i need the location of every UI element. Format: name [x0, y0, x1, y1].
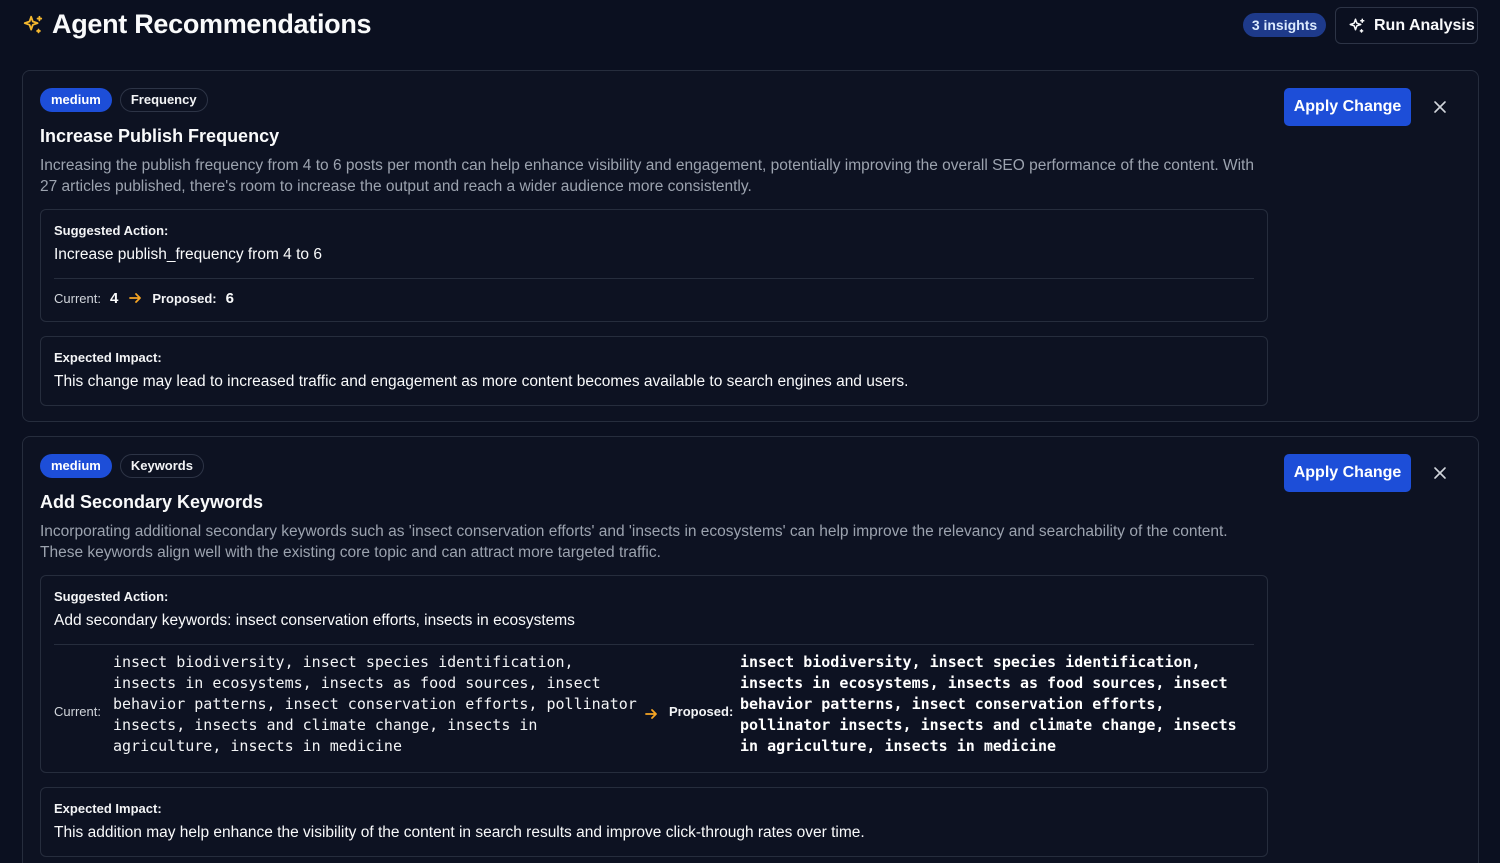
current-label: Current:: [54, 704, 101, 719]
expected-impact-label: Expected Impact:: [54, 801, 162, 816]
close-icon[interactable]: [1430, 463, 1450, 483]
category-badge: Keywords: [120, 454, 204, 478]
proposed-value: insect biodiversity, insect species identification, insects in ecosystems, insects as food sources, insect behavior patterns, insect conservation efforts, pollinator insects, insects and climate change, insects in agriculture, insects in medicine: [740, 653, 1237, 755]
proposed-label: Proposed:: [152, 290, 217, 306]
recommendation-card: [22, 70, 1479, 422]
recommendation-card: [22, 436, 1479, 863]
current-value: 4: [109, 289, 119, 307]
suggested-action-label: Suggested Action:: [54, 223, 169, 238]
arrow-right-icon: [128, 291, 142, 305]
card-badges: [40, 88, 208, 112]
apply-change-button[interactable]: Apply Change: [1284, 88, 1411, 126]
sparkles-icon: [1348, 17, 1366, 35]
suggested-action-box: [40, 209, 1268, 322]
expected-impact-box: [40, 336, 1268, 406]
proposed-label: Proposed:: [669, 704, 734, 719]
category-badge: Frequency: [120, 88, 208, 112]
expected-impact-text: This addition may help enhance the visibility of the content in search results and improve click-through rates over time.: [54, 824, 865, 841]
apply-change-button[interactable]: Apply Change: [1284, 454, 1411, 492]
current-value: insect biodiversity, insect species identification, insects in ecosystems, insects as food sources, insect behavior patterns, insect conservation efforts, pollinator insects, insects and climate change, insects in agriculture, insects in medicine: [113, 653, 637, 755]
current-label: Current:: [54, 290, 101, 306]
suggested-action-box: [40, 575, 1268, 773]
close-icon[interactable]: [1430, 97, 1450, 117]
suggested-action-text: Increase publish_frequency from 4 to 6: [54, 246, 322, 263]
insights-count-badge: 3 insights: [1243, 13, 1326, 37]
expected-impact-label: Expected Impact:: [54, 350, 162, 365]
divider: [54, 278, 1254, 279]
expected-impact-box: [40, 787, 1268, 857]
run-analysis-label: Run Analysis: [1374, 16, 1475, 34]
run-analysis-button[interactable]: [1335, 7, 1478, 44]
arrow-right-icon: [644, 707, 658, 721]
card-badges: [40, 454, 204, 478]
recommendation-description: Increasing the publish frequency from 4 to 6 posts per month can help enhance visibility and engagement, potentially improving the overall SEO performance of the content. With 27 articles published, there's room to increase the output and reach a wider audience more consistently.: [40, 157, 1254, 195]
priority-badge: medium: [40, 454, 112, 478]
recommendation-title: Add Secondary Keywords: [40, 492, 264, 512]
value-comparison: [54, 288, 244, 308]
suggested-action-text: Add secondary keywords: insect conservation efforts, insects in ecosystems: [54, 612, 575, 629]
expected-impact-text: This change may lead to increased traffic and engagement as more content becomes available to search engines and users.: [54, 373, 909, 390]
recommendation-title: Increase Publish Frequency: [40, 126, 280, 146]
value-comparison: [54, 652, 1254, 762]
priority-badge: medium: [40, 88, 112, 112]
recommendation-description: Incorporating additional secondary keywords such as 'insect conservation efforts' and 'insects in ecosystems' can help improve the relevancy and searchability of the content. These keywords align well with the existing core topic and can attract more targeted traffic.: [40, 523, 1228, 561]
proposed-value: 6: [225, 289, 234, 307]
divider: [54, 644, 1254, 645]
page-title: Agent Recommendations: [52, 9, 372, 39]
suggested-action-label: Suggested Action:: [54, 589, 169, 604]
page-header: [0, 0, 1500, 52]
sparkles-icon: [22, 14, 44, 36]
